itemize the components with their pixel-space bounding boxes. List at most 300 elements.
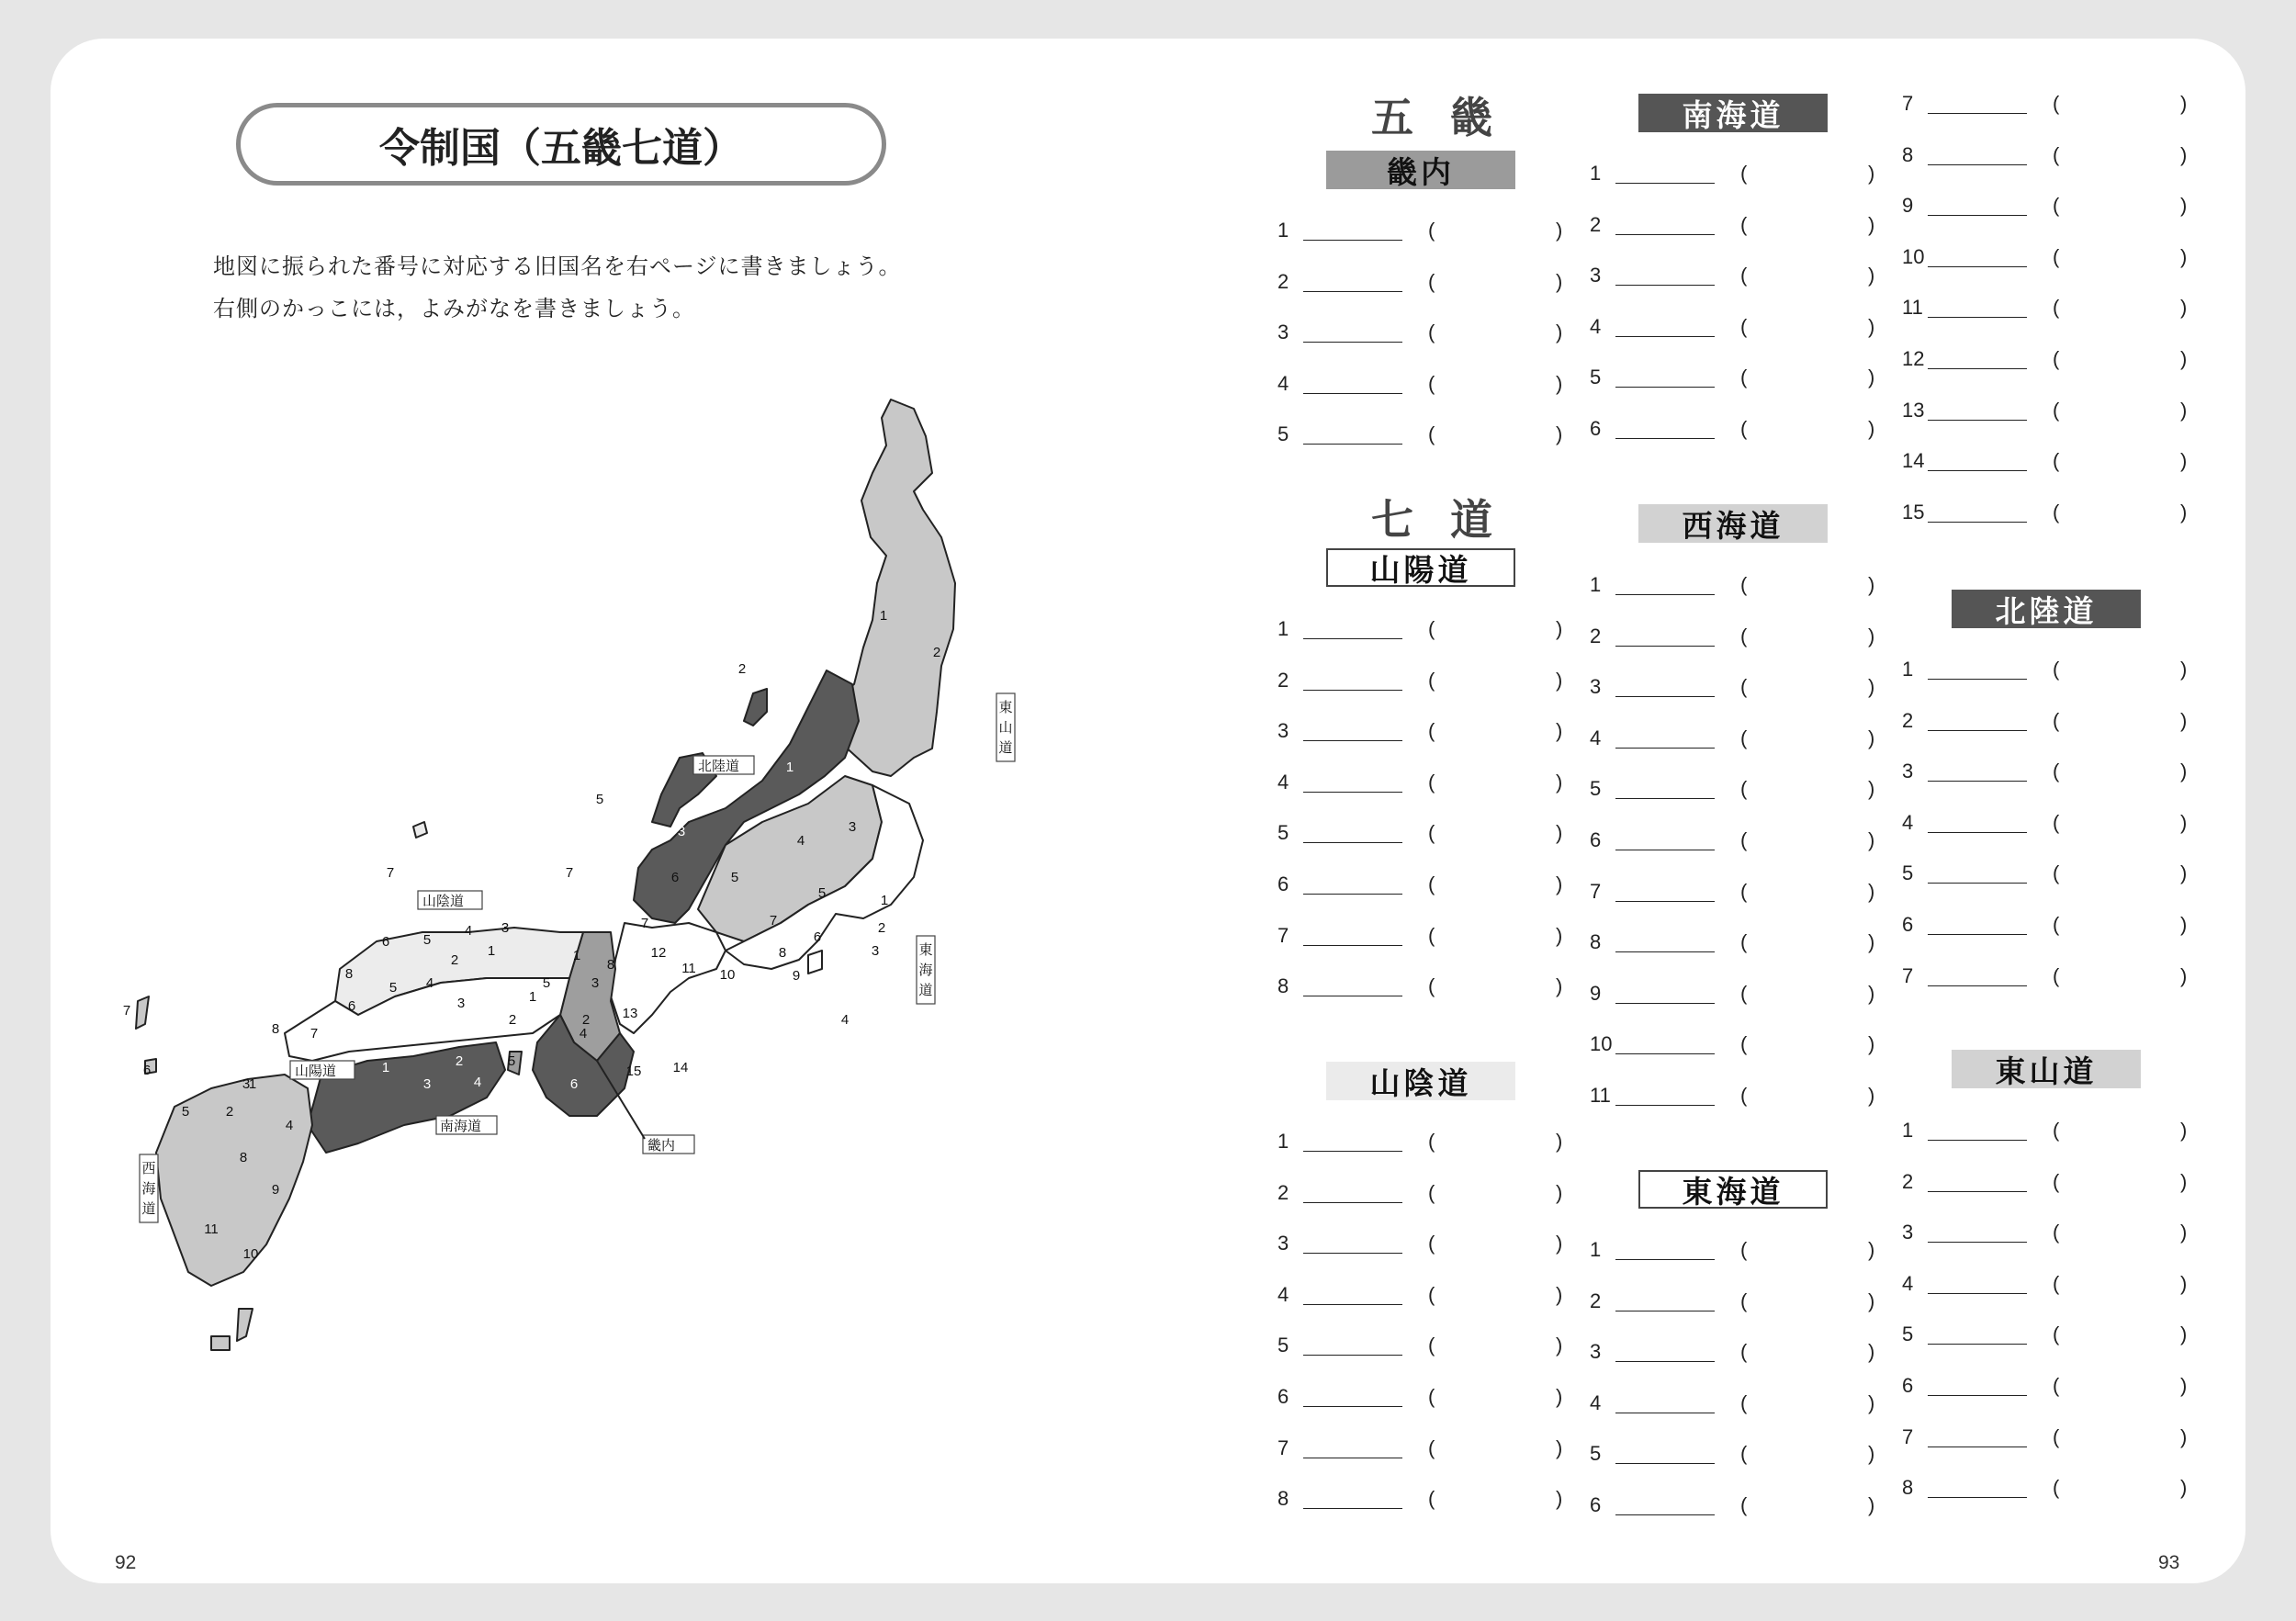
answer-number: 3 bbox=[1902, 1221, 1914, 1244]
label-sanin: 山陰道 bbox=[422, 894, 465, 909]
header-tosan: 東山道 bbox=[1952, 1050, 2141, 1088]
reading-paren-close: ) bbox=[1556, 617, 1563, 640]
answer-blank[interactable] bbox=[1928, 1293, 2027, 1294]
answer-number: 12 bbox=[1902, 347, 1925, 370]
reading-paren-open: ( bbox=[1740, 828, 1748, 851]
reading-paren-open: ( bbox=[1428, 1180, 1435, 1204]
answer-blank[interactable] bbox=[1615, 234, 1715, 235]
region-izu bbox=[808, 951, 822, 974]
reading-paren-open: ( bbox=[1428, 269, 1435, 293]
num-tosan-1: 1 bbox=[879, 608, 888, 624]
reading-paren-close: ) bbox=[1868, 1032, 1875, 1056]
answer-row-nankai-3 bbox=[1590, 256, 1907, 293]
answer-blank[interactable] bbox=[1615, 646, 1715, 647]
reading-paren-close: ) bbox=[1868, 1390, 1875, 1414]
answer-number: 5 bbox=[1902, 861, 1914, 885]
reading-paren-close: ) bbox=[1556, 422, 1563, 446]
answer-row-tosan-4 bbox=[1902, 1265, 2219, 1301]
answer-row-tosan-1 bbox=[1902, 1111, 2219, 1148]
answer-row-tokai-a-5 bbox=[1590, 1435, 1907, 1471]
answer-number: 6 bbox=[1590, 417, 1602, 440]
answer-number: 8 bbox=[1590, 930, 1602, 954]
reading-paren-close: ) bbox=[1868, 417, 1875, 440]
answer-number: 4 bbox=[1902, 810, 1914, 834]
answer-row-sanin-6 bbox=[1277, 1378, 1594, 1414]
answer-row-sanyo-2 bbox=[1277, 661, 1594, 698]
num-saikai-10: 10 bbox=[242, 1246, 259, 1262]
reading-paren-open: ( bbox=[1740, 675, 1748, 699]
answer-number: 5 bbox=[1902, 1323, 1914, 1346]
answer-number: 11 bbox=[1902, 296, 1923, 320]
reading-paren-close: ) bbox=[1868, 828, 1875, 851]
answer-number: 10 bbox=[1902, 244, 1925, 268]
num-hokuriku-2: 2 bbox=[737, 661, 747, 677]
reading-paren-open: ( bbox=[2053, 1119, 2060, 1142]
reading-paren-close: ) bbox=[1556, 1334, 1563, 1357]
reading-paren-open: ( bbox=[1428, 770, 1435, 794]
answer-row-sanyo-5 bbox=[1277, 814, 1594, 850]
answer-number: 2 bbox=[1590, 624, 1602, 647]
num-tokai-7: 7 bbox=[769, 913, 778, 929]
answer-blank[interactable] bbox=[1303, 842, 1402, 843]
num-saikai-11: 11 bbox=[204, 1221, 219, 1237]
label-nankai: 南海道 bbox=[440, 1119, 482, 1134]
answer-number: 6 bbox=[1902, 913, 1914, 936]
reading-paren-open: ( bbox=[1428, 1334, 1435, 1357]
reading-paren-close: ) bbox=[2180, 913, 2188, 936]
num-tosan-5: 5 bbox=[730, 870, 739, 885]
answer-row-sanin-2 bbox=[1277, 1174, 1594, 1210]
reading-paren-close: ) bbox=[2180, 347, 2188, 370]
answer-blank[interactable] bbox=[1615, 438, 1715, 439]
num-saikai-2: 2 bbox=[225, 1104, 234, 1120]
answer-blank[interactable] bbox=[1928, 1395, 2027, 1396]
num-hokuriku-7: 7 bbox=[565, 865, 574, 881]
answer-number: 5 bbox=[1590, 777, 1602, 801]
reading-paren-open: ( bbox=[2053, 296, 2060, 320]
answer-row-nankai-6 bbox=[1590, 410, 1907, 446]
answer-row-tokai-b-15 bbox=[1902, 493, 2219, 530]
answer-blank[interactable] bbox=[1615, 748, 1715, 749]
reading-paren-open: ( bbox=[1428, 923, 1435, 947]
reading-paren-open: ( bbox=[1428, 422, 1435, 446]
num-tokai-5: 5 bbox=[817, 885, 827, 901]
answer-number: 2 bbox=[1277, 269, 1289, 293]
reading-paren-open: ( bbox=[2053, 760, 2060, 783]
answer-blank[interactable] bbox=[1928, 1242, 2027, 1243]
answer-blank[interactable] bbox=[1303, 1406, 1402, 1407]
answer-blank[interactable] bbox=[1303, 1253, 1402, 1254]
answer-row-sanin-1 bbox=[1277, 1122, 1594, 1159]
answer-row-hokuriku-6 bbox=[1902, 906, 2219, 942]
answer-blank[interactable] bbox=[1928, 215, 2027, 216]
reading-paren-close: ) bbox=[2180, 1323, 2188, 1346]
page-title: 令制国（五畿七道） bbox=[236, 103, 886, 186]
answer-row-saikai-4 bbox=[1590, 719, 1907, 756]
answer-row-sanyo-4 bbox=[1277, 763, 1594, 800]
reading-paren-close: ) bbox=[2180, 1169, 2188, 1193]
reading-paren-close: ) bbox=[2180, 1476, 2188, 1500]
reading-paren-close: ) bbox=[1556, 770, 1563, 794]
reading-paren-open: ( bbox=[1428, 1130, 1435, 1153]
answer-blank[interactable] bbox=[1928, 113, 2027, 114]
answer-blank[interactable] bbox=[1303, 1304, 1402, 1305]
answer-row-tosan-5 bbox=[1902, 1315, 2219, 1352]
answer-row-tokai-b-7 bbox=[1902, 84, 2219, 121]
answer-number: 11 bbox=[1590, 1084, 1611, 1107]
shichido-title: 七 道 bbox=[1371, 495, 1504, 545]
reading-paren-close: ) bbox=[1556, 719, 1563, 743]
num-tokai-13: 13 bbox=[622, 1006, 638, 1021]
num-tokai-2: 2 bbox=[877, 920, 886, 936]
reading-paren-open: ( bbox=[1740, 981, 1748, 1005]
reading-paren-close: ) bbox=[1868, 573, 1875, 596]
answer-blank[interactable] bbox=[1928, 522, 2027, 523]
num-sanin-7: 7 bbox=[386, 865, 395, 881]
num-nankai-5: 5 bbox=[507, 1053, 516, 1069]
reading-paren-close: ) bbox=[2180, 708, 2188, 732]
answer-blank[interactable] bbox=[1303, 945, 1402, 946]
num-kinai-2: 2 bbox=[581, 1012, 591, 1028]
reading-paren-open: ( bbox=[2053, 1374, 2060, 1397]
header-saikai: 西海道 bbox=[1638, 504, 1828, 543]
reading-paren-open: ( bbox=[2053, 347, 2060, 370]
answer-blank[interactable] bbox=[1615, 951, 1715, 952]
reading-paren-close: ) bbox=[2180, 1424, 2188, 1448]
reading-paren-close: ) bbox=[1556, 974, 1563, 998]
reading-paren-open: ( bbox=[1740, 1442, 1748, 1466]
reading-paren-open: ( bbox=[2053, 810, 2060, 834]
answer-number: 8 bbox=[1277, 1487, 1289, 1511]
japan-provinces-map bbox=[83, 390, 1065, 1373]
answer-row-hokuriku-1 bbox=[1902, 650, 2219, 687]
answer-row-saikai-7 bbox=[1590, 872, 1907, 909]
answer-number: 3 bbox=[1590, 264, 1602, 287]
answer-blank[interactable] bbox=[1303, 291, 1402, 292]
num-sanyo-5: 5 bbox=[388, 980, 398, 996]
reading-paren-open: ( bbox=[2053, 1271, 2060, 1295]
answer-row-hokuriku-4 bbox=[1902, 804, 2219, 840]
num-kinai-4: 4 bbox=[579, 1026, 588, 1041]
label-hokuriku: 北陸道 bbox=[698, 759, 740, 774]
answer-row-nankai-1 bbox=[1590, 154, 1907, 191]
reading-paren-close: ) bbox=[1556, 371, 1563, 395]
answer-blank[interactable] bbox=[1303, 690, 1402, 691]
reading-paren-open: ( bbox=[1740, 1289, 1748, 1312]
num-tokai-1: 1 bbox=[880, 893, 889, 908]
reading-paren-open: ( bbox=[1428, 1435, 1435, 1459]
reading-paren-open: ( bbox=[1740, 726, 1748, 749]
answer-row-tokai-b-8 bbox=[1902, 136, 2219, 173]
answer-blank[interactable] bbox=[1615, 1259, 1715, 1260]
num-tosan-4: 4 bbox=[796, 833, 805, 849]
answer-row-tokai-b-13 bbox=[1902, 391, 2219, 428]
answer-number: 4 bbox=[1902, 1271, 1914, 1295]
header-sanyo: 山陽道 bbox=[1326, 548, 1515, 587]
answer-blank[interactable] bbox=[1928, 368, 2027, 369]
num-saikai-4: 4 bbox=[285, 1118, 294, 1133]
reading-paren-close: ) bbox=[2180, 1271, 2188, 1295]
answer-number: 10 bbox=[1590, 1032, 1613, 1056]
answer-blank[interactable] bbox=[1615, 183, 1715, 184]
reading-paren-close: ) bbox=[2180, 810, 2188, 834]
reading-paren-open: ( bbox=[1740, 1390, 1748, 1414]
answer-number: 2 bbox=[1902, 708, 1914, 732]
reading-paren-close: ) bbox=[2180, 500, 2188, 523]
answer-blank[interactable] bbox=[1928, 679, 2027, 680]
label-tokai bbox=[917, 936, 935, 1004]
reading-paren-close: ) bbox=[1556, 219, 1563, 242]
answer-number: 5 bbox=[1590, 366, 1602, 389]
reading-paren-open: ( bbox=[2053, 1221, 2060, 1244]
reading-paren-open: ( bbox=[1740, 264, 1748, 287]
answer-number: 1 bbox=[1902, 658, 1914, 681]
answer-row-tokai-b-10 bbox=[1902, 238, 2219, 275]
answer-blank[interactable] bbox=[1928, 420, 2027, 421]
reading-paren-close: ) bbox=[1868, 675, 1875, 699]
answer-blank[interactable] bbox=[1303, 1202, 1402, 1203]
reading-paren-open: ( bbox=[1740, 930, 1748, 954]
answer-number: 7 bbox=[1902, 963, 1914, 987]
num-sanyo-7: 7 bbox=[310, 1026, 319, 1041]
answer-number: 1 bbox=[1277, 1130, 1289, 1153]
answer-row-saikai-3 bbox=[1590, 668, 1907, 704]
num-sanin-3: 3 bbox=[501, 920, 510, 936]
instruction-line-2: 右側のかっこには，よみがなを書きましょう。 bbox=[213, 296, 695, 321]
answer-blank[interactable] bbox=[1615, 1463, 1715, 1464]
reading-paren-open: ( bbox=[1740, 879, 1748, 903]
num-tokai-14: 14 bbox=[672, 1060, 689, 1075]
answer-blank[interactable] bbox=[1303, 1355, 1402, 1356]
answer-row-tokai-b-9 bbox=[1902, 186, 2219, 223]
header-sanin: 山陰道 bbox=[1326, 1062, 1515, 1100]
answer-number: 3 bbox=[1277, 1232, 1289, 1255]
answer-blank[interactable] bbox=[1615, 1003, 1715, 1004]
answer-row-saikai-1 bbox=[1590, 566, 1907, 602]
reading-paren-open: ( bbox=[2053, 194, 2060, 218]
num-saikai-1: 1 bbox=[248, 1076, 257, 1092]
reading-paren-open: ( bbox=[1740, 1493, 1748, 1516]
answer-number: 9 bbox=[1590, 981, 1602, 1005]
reading-paren-open: ( bbox=[1428, 872, 1435, 895]
answer-blank[interactable] bbox=[1615, 1361, 1715, 1362]
answer-number: 8 bbox=[1902, 142, 1914, 166]
header-tokai: 東海道 bbox=[1638, 1170, 1828, 1209]
answer-number: 2 bbox=[1277, 668, 1289, 692]
reading-paren-open: ( bbox=[2053, 1323, 2060, 1346]
answer-row-tokai-a-4 bbox=[1590, 1384, 1907, 1421]
region-tsushima bbox=[136, 996, 149, 1029]
reading-paren-close: ) bbox=[2180, 296, 2188, 320]
reading-paren-close: ) bbox=[1868, 212, 1875, 236]
answer-blank[interactable] bbox=[1615, 798, 1715, 799]
answer-blank[interactable] bbox=[1928, 164, 2027, 165]
num-tosan-6: 6 bbox=[670, 870, 680, 885]
page-number-left: 92 bbox=[115, 1552, 137, 1573]
reading-paren-close: ) bbox=[1556, 821, 1563, 845]
num-saikai-6: 6 bbox=[142, 1063, 152, 1078]
label-saikai-1: 西 bbox=[141, 1161, 156, 1176]
answer-number: 4 bbox=[1590, 314, 1602, 338]
num-tokai-15: 15 bbox=[625, 1064, 642, 1079]
answer-number: 3 bbox=[1902, 760, 1914, 783]
answer-blank[interactable] bbox=[1615, 696, 1715, 697]
answer-blank[interactable] bbox=[1928, 985, 2027, 986]
num-saikai-7: 7 bbox=[122, 1003, 131, 1019]
answer-blank[interactable] bbox=[1928, 317, 2027, 318]
answer-blank[interactable] bbox=[1615, 1514, 1715, 1515]
reading-paren-open: ( bbox=[2053, 1169, 2060, 1193]
answer-blank[interactable] bbox=[1928, 730, 2027, 731]
answer-number: 5 bbox=[1277, 821, 1289, 845]
answer-blank[interactable] bbox=[1303, 638, 1402, 639]
answer-blank[interactable] bbox=[1928, 470, 2027, 471]
answer-blank[interactable] bbox=[1303, 1151, 1402, 1152]
num-sanyo-2: 2 bbox=[508, 1012, 517, 1028]
answer-row-saikai-6 bbox=[1590, 821, 1907, 858]
answer-number: 4 bbox=[1277, 770, 1289, 794]
reading-paren-close: ) bbox=[1868, 624, 1875, 647]
reading-paren-open: ( bbox=[2053, 963, 2060, 987]
reading-paren-open: ( bbox=[1428, 617, 1435, 640]
num-sanyo-8: 8 bbox=[271, 1021, 280, 1037]
reading-paren-close: ) bbox=[1556, 321, 1563, 344]
reading-paren-close: ) bbox=[1868, 1238, 1875, 1261]
answer-blank[interactable] bbox=[1928, 883, 2027, 884]
reading-paren-open: ( bbox=[1428, 1487, 1435, 1511]
header-kinai: 畿内 bbox=[1326, 151, 1515, 189]
reading-paren-open: ( bbox=[1740, 212, 1748, 236]
answer-row-tokai-b-12 bbox=[1902, 340, 2219, 377]
region-saikai bbox=[156, 1075, 312, 1286]
answer-blank[interactable] bbox=[1615, 387, 1715, 388]
answer-number: 6 bbox=[1277, 1385, 1289, 1408]
label-saikai-2: 海 bbox=[141, 1181, 156, 1197]
region-oki bbox=[413, 822, 427, 838]
reading-paren-close: ) bbox=[2180, 92, 2188, 115]
answer-blank[interactable] bbox=[1928, 781, 2027, 782]
reading-paren-close: ) bbox=[1868, 1442, 1875, 1466]
answer-blank[interactable] bbox=[1303, 342, 1402, 343]
num-tokai-3: 3 bbox=[871, 943, 880, 959]
answer-blank[interactable] bbox=[1928, 832, 2027, 833]
num-tokai-10: 10 bbox=[719, 967, 736, 983]
answer-blank[interactable] bbox=[1928, 266, 2027, 267]
reading-paren-close: ) bbox=[1556, 668, 1563, 692]
reading-paren-close: ) bbox=[1868, 930, 1875, 954]
num-tokai-12: 12 bbox=[650, 945, 667, 961]
answer-blank[interactable] bbox=[1928, 934, 2027, 935]
answer-number: 7 bbox=[1902, 1424, 1914, 1448]
reading-paren-close: ) bbox=[1868, 981, 1875, 1005]
answer-blank[interactable] bbox=[1615, 594, 1715, 595]
reading-paren-open: ( bbox=[1428, 219, 1435, 242]
reading-paren-close: ) bbox=[2180, 1221, 2188, 1244]
reading-paren-open: ( bbox=[1740, 1032, 1748, 1056]
answer-blank[interactable] bbox=[1928, 1497, 2027, 1498]
region-yakushima bbox=[211, 1336, 230, 1350]
reading-paren-close: ) bbox=[1868, 366, 1875, 389]
reading-paren-close: ) bbox=[1556, 872, 1563, 895]
answer-blank[interactable] bbox=[1303, 444, 1402, 445]
label-saikai bbox=[140, 1154, 158, 1222]
label-tokai-3: 道 bbox=[918, 983, 933, 998]
answer-number: 1 bbox=[1590, 573, 1602, 596]
answer-row-nankai-5 bbox=[1590, 358, 1907, 395]
reading-paren-open: ( bbox=[1428, 668, 1435, 692]
num-hokuriku-5: 5 bbox=[595, 792, 604, 807]
answer-number: 1 bbox=[1277, 617, 1289, 640]
num-saikai-5: 5 bbox=[181, 1104, 190, 1120]
num-tokai-11: 11 bbox=[681, 961, 696, 976]
answer-blank[interactable] bbox=[1303, 894, 1402, 895]
answer-number: 8 bbox=[1277, 974, 1289, 998]
num-kinai-1: 1 bbox=[572, 948, 581, 963]
answer-blank[interactable] bbox=[1303, 792, 1402, 793]
answer-blank[interactable] bbox=[1615, 1053, 1715, 1054]
answer-row-sanyo-3 bbox=[1277, 712, 1594, 749]
answer-number: 1 bbox=[1590, 1238, 1602, 1261]
reading-paren-close: ) bbox=[1868, 314, 1875, 338]
answer-blank[interactable] bbox=[1928, 1344, 2027, 1345]
reading-paren-close: ) bbox=[1556, 1282, 1563, 1306]
reading-paren-open: ( bbox=[1428, 1282, 1435, 1306]
num-nankai-3: 3 bbox=[422, 1076, 432, 1092]
num-tokai-9: 9 bbox=[792, 968, 801, 984]
reading-paren-close: ) bbox=[1868, 162, 1875, 185]
answer-row-kinai-3 bbox=[1277, 313, 1594, 350]
answer-row-saikai-8 bbox=[1590, 923, 1907, 960]
reading-paren-open: ( bbox=[1428, 371, 1435, 395]
reading-paren-close: ) bbox=[1556, 1435, 1563, 1459]
num-tosan-2: 2 bbox=[932, 645, 941, 660]
answer-blank[interactable] bbox=[1303, 1508, 1402, 1509]
num-tosan-8: 8 bbox=[606, 957, 615, 973]
reading-paren-open: ( bbox=[1740, 162, 1748, 185]
answer-blank[interactable] bbox=[1615, 336, 1715, 337]
answer-blank[interactable] bbox=[1615, 285, 1715, 286]
answer-row-tosan-7 bbox=[1902, 1418, 2219, 1455]
answer-blank[interactable] bbox=[1303, 740, 1402, 741]
reading-paren-close: ) bbox=[2180, 244, 2188, 268]
label-saikai-3: 道 bbox=[141, 1201, 156, 1217]
answer-blank[interactable] bbox=[1615, 1105, 1715, 1106]
answer-blank[interactable] bbox=[1928, 1191, 2027, 1192]
answer-number: 3 bbox=[1277, 321, 1289, 344]
answer-number: 1 bbox=[1277, 219, 1289, 242]
answer-number: 1 bbox=[1590, 162, 1602, 185]
answer-row-tokai-a-6 bbox=[1590, 1486, 1907, 1523]
answer-blank[interactable] bbox=[1303, 393, 1402, 394]
reading-paren-close: ) bbox=[1868, 1493, 1875, 1516]
answer-row-sanin-4 bbox=[1277, 1276, 1594, 1312]
answer-blank[interactable] bbox=[1303, 240, 1402, 241]
label-tosan bbox=[996, 693, 1015, 761]
reading-paren-open: ( bbox=[2053, 244, 2060, 268]
reading-paren-open: ( bbox=[2053, 658, 2060, 681]
answer-number: 6 bbox=[1590, 828, 1602, 851]
label-kinai: 畿内 bbox=[647, 1138, 676, 1154]
answer-blank[interactable] bbox=[1615, 901, 1715, 902]
answer-row-nankai-4 bbox=[1590, 308, 1907, 344]
answer-number: 7 bbox=[1590, 879, 1602, 903]
answer-row-tokai-a-2 bbox=[1590, 1282, 1907, 1319]
answer-row-sanyo-6 bbox=[1277, 865, 1594, 902]
answer-blank[interactable] bbox=[1928, 1140, 2027, 1141]
answer-number: 3 bbox=[1277, 719, 1289, 743]
reading-paren-close: ) bbox=[2180, 142, 2188, 166]
reading-paren-open: ( bbox=[1740, 573, 1748, 596]
